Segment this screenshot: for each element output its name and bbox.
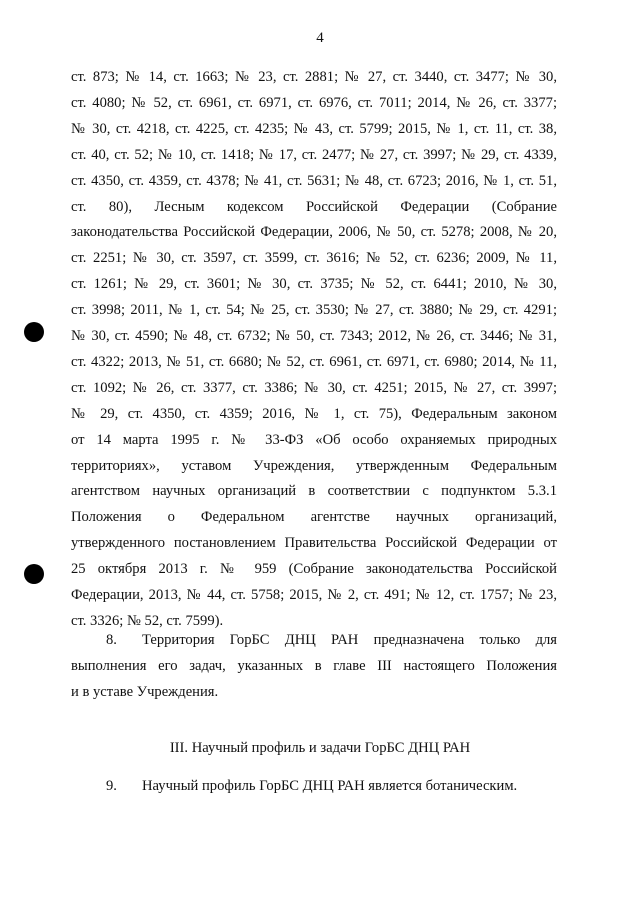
body-line: ст. 3998; 2011, № 1, ст. 54; № 25, ст. 3530; № 27, ст. 3880; № 29, ст. 4291; — [71, 302, 557, 319]
body-line: № 30, ст. 4218, ст. 4225, ст. 4235; № 43, ст. 5799; 2015, № 1, ст. 11, ст. 38, — [71, 120, 557, 137]
section-heading: III. Научный профиль и задачи ГорБС ДНЦ РАН — [169, 740, 471, 756]
paragraph-8-line: выполнения его задач, указанных в главе III настоящего Положения — [71, 658, 557, 674]
body-line: Положения о Федеральном агентстве научных организаций, — [71, 509, 557, 526]
paragraph-8-number: 8. — [106, 632, 117, 648]
body-line: ст. 1092; № 26, ст. 3377, ст. 3386; № 30, ст. 4251; 2015, № 27, ст. 3997; — [71, 379, 557, 396]
paragraph-8-line: и в уставе Учреждения. — [71, 684, 219, 700]
paragraph-8-line: Территория ГорБС ДНЦ РАН предназначена только для — [142, 632, 557, 648]
punch-hole-bottom — [24, 564, 44, 584]
body-line: 25 октября 2013 г. № 959 (Собрание законодательства Российской — [71, 561, 557, 578]
body-line: ст. 4350, ст. 4359, ст. 4378; № 41, ст. 5631; № 48, ст. 6723; 2016, № 1, ст. 51, — [71, 172, 557, 189]
body-line: законодательства Российской Федерации, 2006, № 50, ст. 5278; 2008, № 20, — [71, 224, 557, 241]
page-number: 4 — [316, 30, 324, 46]
paragraph-9-text: Научный профиль ГорБС ДНЦ РАН является ботаническим. — [142, 778, 518, 794]
punch-hole-top — [24, 322, 44, 342]
body-line: № 29, ст. 4350, ст. 4359; 2016, № 1, ст. 75), Федеральным законом — [71, 405, 557, 422]
body-line: от 14 марта 1995 г. № 33-ФЗ «Об особо охраняемых природных — [71, 431, 557, 448]
body-line: ст. 4322; 2013, № 51, ст. 6680; № 52, ст. 6961, ст. 6971, ст. 6980; 2014, № 11, — [71, 353, 557, 370]
body-line: ст. 3326; № 52, ст. 7599). — [71, 612, 224, 629]
body-line: ст. 80), Лесным кодексом Российской Федерации (Собрание — [71, 198, 557, 215]
body-line: ст. 1261; № 29, ст. 3601; № 30, ст. 3735; № 52, ст. 6441; 2010, № 30, — [71, 276, 557, 293]
body-line: ст. 873; № 14, ст. 1663; № 23, ст. 2881; № 27, ст. 3440, ст. 3477; № 30, — [71, 69, 557, 85]
body-line: территориях», уставом Учреждения, утвержденным Федеральным — [71, 457, 557, 474]
body-line: ст. 2251; № 30, ст. 3597, ст. 3599, ст. 3616; № 52, ст. 6236; 2009, № 11, — [71, 250, 557, 267]
body-line: ст. 40, ст. 52; № 10, ст. 1418; № 17, ст. 2477; № 27, ст. 3997; № 29, ст. 4339, — [71, 146, 557, 163]
body-line: утвержденного постановлением Правительства Российской Федерации от — [71, 535, 557, 552]
body-line: № 30, ст. 4590; № 48, ст. 6732; № 50, ст. 7343; 2012, № 26, ст. 3446; № 31, — [71, 328, 557, 344]
paragraph-9-number: 9. — [106, 778, 117, 794]
body-line: ст. 4080; № 52, ст. 6961, ст. 6971, ст. 6976, ст. 7011; 2014, № 26, ст. 3377; — [71, 94, 557, 111]
body-line: агентством научных организаций в соответствии с подпунктом 5.3.1 — [71, 483, 557, 500]
body-line: Федерации, 2013, № 44, ст. 5758; 2015, № 2, ст. 491; № 12, ст. 1757; № 23, — [71, 587, 557, 603]
